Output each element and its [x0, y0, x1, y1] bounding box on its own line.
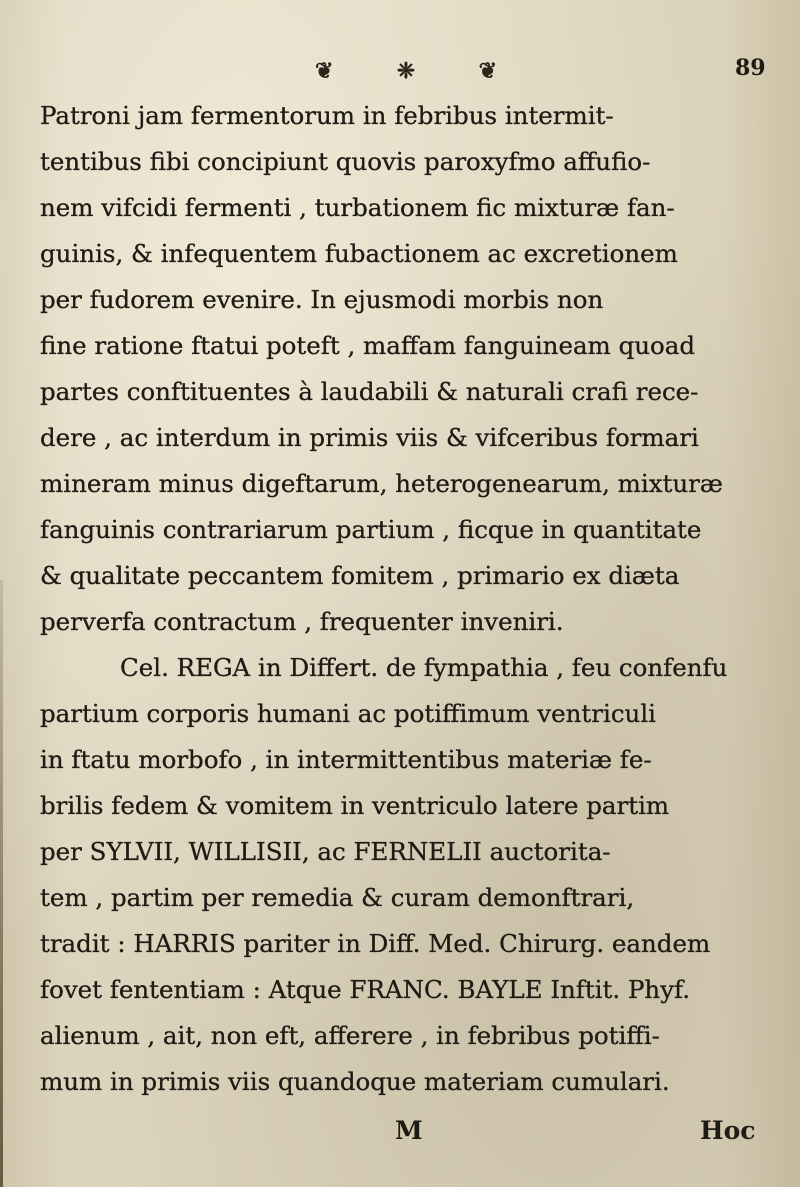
text-line: per fudorem evenire. In ejusmodi morbis non [40, 285, 604, 314]
ornament-left-icon: ❦ [315, 58, 332, 84]
text-line: mum in primis viis quandoque materiam cumulari. [40, 1067, 670, 1096]
text-line: guinis, & infequentem fubactionem ac excretionem [40, 239, 678, 268]
text-line: tradit : HARRIS pariter in Diff. Med. Chirurg. eandem [40, 929, 711, 958]
text-line: Patroni jam fermentorum in febribus intermit- [40, 101, 614, 130]
ornament-center-icon: ❈ [396, 58, 414, 84]
page-edge-shadow [0, 580, 3, 1187]
text-line: perverfa contractum , frequenter inveniri. [40, 607, 564, 636]
text-line: tem , partim per remedia & curam demonftrari, [40, 883, 635, 912]
text-line: brilis fedem & vomitem in ventriculo latere partim [40, 791, 670, 820]
signature-mark: M [395, 1116, 423, 1145]
text-line: tentibus fibi concipiunt quovis paroxyfmo affufio- [40, 147, 651, 176]
text-line: partium corporis humani ac potiffimum ventriculi [40, 699, 656, 728]
ornament-right-icon: ❦ [478, 58, 495, 84]
text-line: dere , ac interdum in primis viis & vifceribus formari [40, 423, 699, 452]
text-line: partes conftituentes à laudabili & naturali crafi rece- [40, 377, 699, 406]
text-line: fanguinis contrariarum partium , ficque in quantitate [40, 515, 702, 544]
text-line: Cel. REGA in Differt. de fympathia , feu confenfu [120, 653, 728, 682]
page-number: 89 [735, 55, 766, 81]
text-line: & qualitate peccantem fomitem , primario ex diæta [40, 561, 680, 590]
text-line: nem vifcidi fermenti , turbationem fic mixturæ fan- [40, 193, 675, 222]
catchword: Hoc [700, 1116, 756, 1145]
text-line: fovet fententiam : Atque FRANC. BAYLE Inftit. Phyf. [40, 975, 691, 1004]
text-line: per SYLVII, WILLISII, ac FERNELII auctorita- [40, 837, 611, 866]
text-line: fine ratione ftatui poteft , maffam fanguineam quoad [40, 331, 696, 360]
text-line: alienum , ait, non eft, afferere , in febribus potiffi- [40, 1021, 660, 1050]
text-line: mineram minus digeftarum, heterogenearum, mixturæ [40, 469, 723, 498]
header-ornaments [315, 56, 495, 86]
text-line: in ftatu morbofo , in intermittentibus materiæ fe- [40, 745, 652, 774]
